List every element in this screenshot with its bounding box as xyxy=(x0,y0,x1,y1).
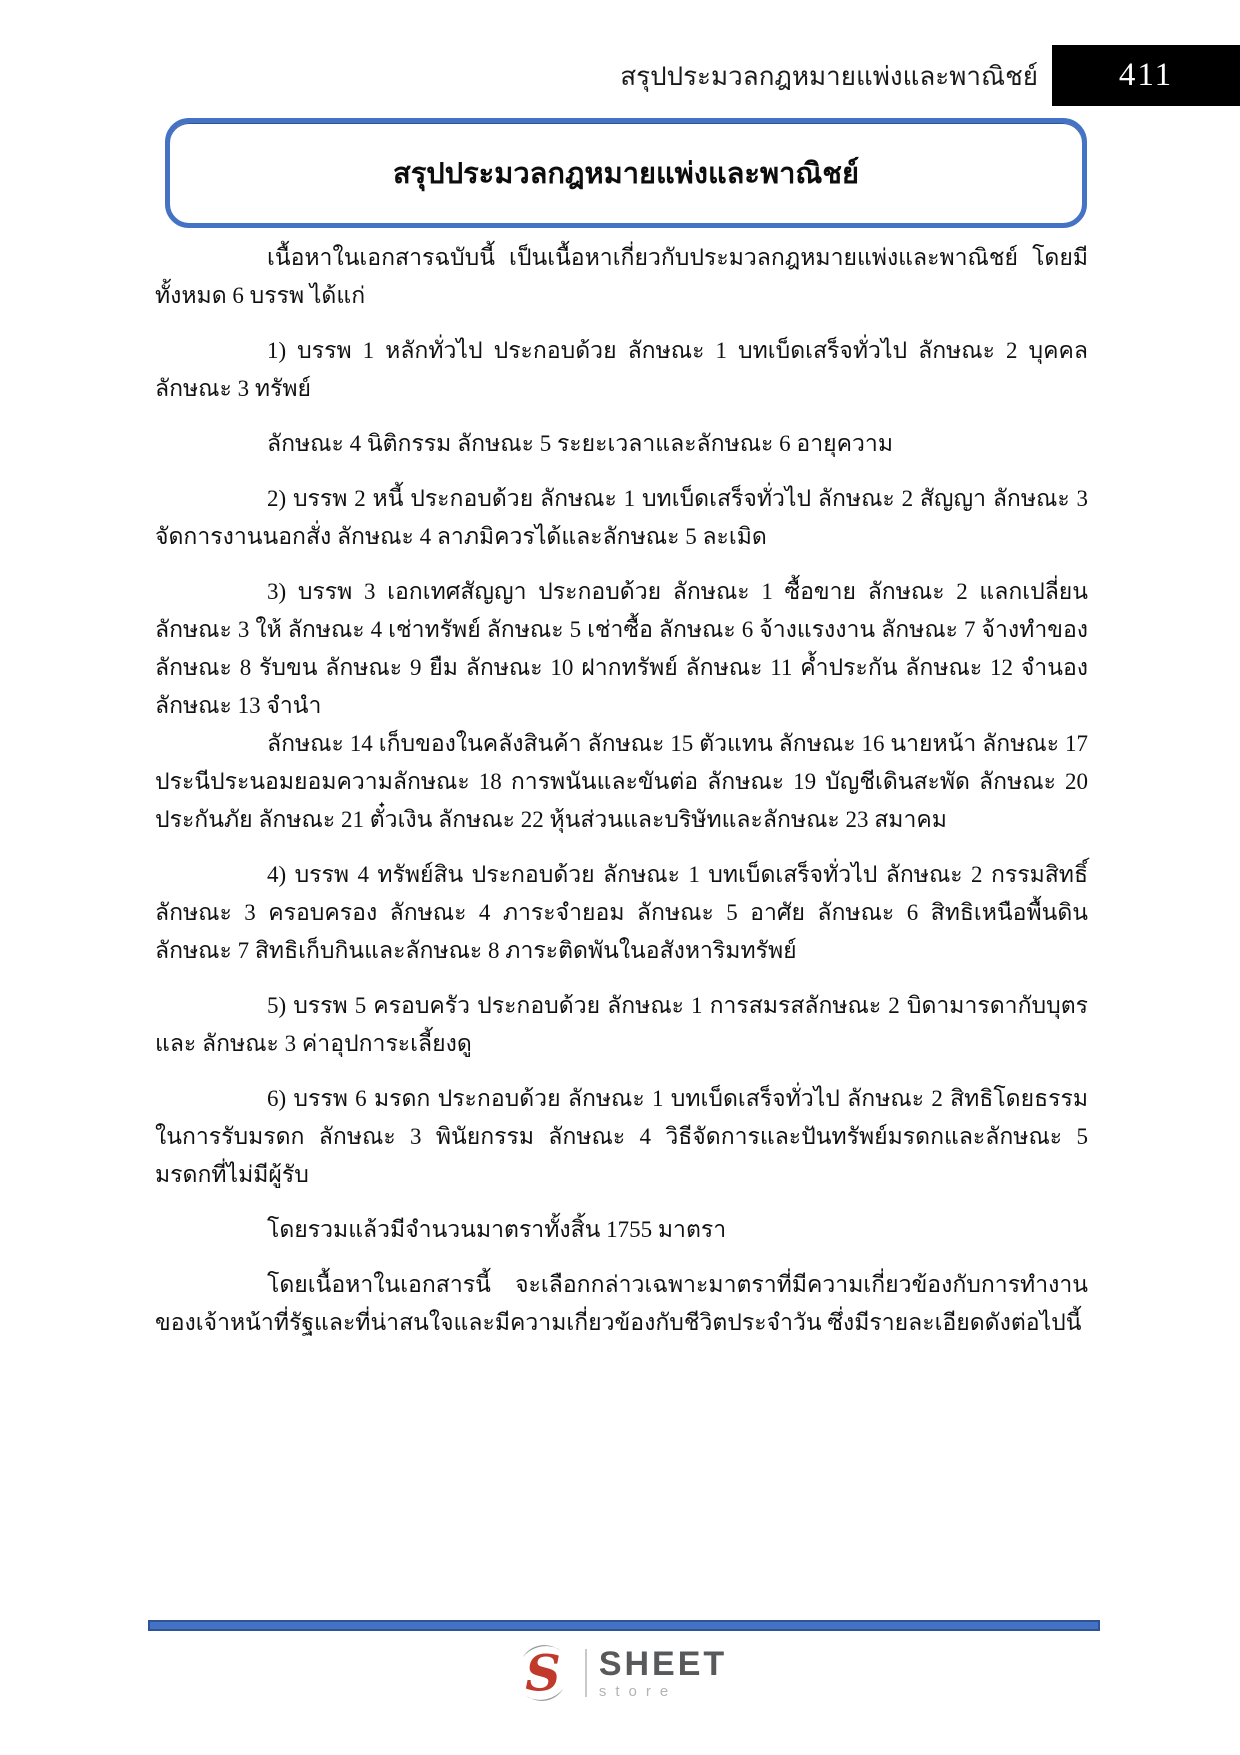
paragraph: โดยรวมแล้วมีจำนวนมาตราทั้งสิ้น 1755 มาตรา xyxy=(267,1217,727,1242)
paragraph: 3) บรรพ 3 เอกเทศสัญญา ประกอบด้วย ลักษณะ 1 ซื้อขาย ลักษณะ 2 แลกเปลี่ยน ลักษณะ 3 ให้ ลักษณะ 4 เช่าทรัพย์ ลักษณะ 5 เช่าซื้อ ลักษณะ 6 จ้างแรงงาน ลักษณะ 7 จ้างทำของ ลักษณะ 8 รับขน ลักษณะ 9 ยืม ลักษณะ 10 ฝากทรัพย์ ลักษณะ 11 ค้ำประกัน ลักษณะ 12 จำนอง ลักษณะ 13 จำนำ xyxy=(155,579,1088,718)
sheet-store-logo-icon xyxy=(513,1642,573,1704)
paragraph: เนื้อหาในเอกสารฉบับนี้ เป็นเนื้อหาเกี่ยวกับประมวลกฎหมายแพ่งและพาณิชย์ โดยมีทั้งหมด 6 บรรพ ได้แก่ xyxy=(155,245,1088,308)
footer-rule xyxy=(148,1620,1100,1631)
running-header: สรุปประมวลกฎหมายแพ่งและพาณิชย์ xyxy=(620,62,1038,91)
paragraph: 1) บรรพ 1 หลักทั่วไป ประกอบด้วย ลักษณะ 1 บทเบ็ดเสร็จทั่วไป ลักษณะ 2 บุคคล ลักษณะ 3 ทรัพย์ xyxy=(155,338,1088,401)
paragraph: 2) บรรพ 2 หนี้ ประกอบด้วย ลักษณะ 1 บทเบ็ดเสร็จทั่วไป ลักษณะ 2 สัญญา ลักษณะ 3 จัดการงานนอกสั่ง ลักษณะ 4 ลาภมิควรได้และลักษณะ 5 ละเมิด xyxy=(155,486,1088,549)
logo-name: SHEET xyxy=(598,1645,728,1683)
page-title: สรุปประมวลกฎหมายแพ่งและพาณิชย์ xyxy=(393,158,859,190)
logo-divider xyxy=(585,1649,587,1697)
paragraph-continuation: ลักษณะ 14 เก็บของในคลังสินค้า ลักษณะ 15 ตัวแทน ลักษณะ 16 นายหน้า ลักษณะ 17 ประนีประนอมยอมความลักษณะ 18 การพนันและขันต่อ ลักษณะ 19 บัญชีเดินสะพัด ลักษณะ 20 ประกันภัย ลักษณะ 21 ตั๋วเงิน ลักษณะ 22 หุ้นส่วนและบริษัทและลักษณะ 23 สมาคม xyxy=(155,731,1088,832)
logo-subtext: store xyxy=(598,1683,678,1700)
page-number: 411 xyxy=(1118,57,1174,93)
body-text xyxy=(155,222,1088,1342)
paragraph: 4) บรรพ 4 ทรัพย์สิน ประกอบด้วย ลักษณะ 1 บทเบ็ดเสร็จทั่วไป ลักษณะ 2 กรรมสิทธิ์ ลักษณะ 3 ครอบครอง ลักษณะ 4 ภาระจำยอม ลักษณะ 5 อาศัย ลักษณะ 6 สิทธิเหนือพื้นดิน ลักษณะ 7 สิทธิเก็บกินและลักษณะ 8 ภาระติดพันในอสังหาริมทรัพย์ xyxy=(155,862,1088,963)
svg-text:S: S xyxy=(525,1644,561,1703)
sheet-store-logo xyxy=(0,1642,1240,1704)
paragraph: 6) บรรพ 6 มรดก ประกอบด้วย ลักษณะ 1 บทเบ็ดเสร็จทั่วไป ลักษณะ 2 สิทธิโดยธรรมในการรับมรดก ลักษณะ 3 พินัยกรรม ลักษณะ 4 วิธีจัดการและปันทรัพย์มรดกและลักษณะ 5 มรดกที่ไม่มีผู้รับ xyxy=(155,1086,1088,1187)
paragraph: ลักษณะ 4 นิติกรรม ลักษณะ 5 ระยะเวลาและลักษณะ 6 อายุความ xyxy=(267,431,893,456)
paragraph: 5) บรรพ 5 ครอบครัว ประกอบด้วย ลักษณะ 1 การสมรสลักษณะ 2 บิดามารดากับบุตรและ ลักษณะ 3 ค่าอุปการะเลี้ยงดู xyxy=(155,993,1088,1056)
title-box xyxy=(165,118,1087,228)
page-number-box xyxy=(1052,45,1240,106)
paragraph: โดยเนื้อหาในเอกสารนี้ จะเลือกกล่าวเฉพาะมาตราที่มีความเกี่ยวข้องกับการทำงานของเจ้าหน้าที่รัฐและที่น่าสนใจและมีความเกี่ยวข้องกับชีวิตประจำวัน ซึ่งมีรายละเอียดดังต่อไปนี้ xyxy=(155,1272,1088,1335)
logo-text xyxy=(599,1647,727,1699)
